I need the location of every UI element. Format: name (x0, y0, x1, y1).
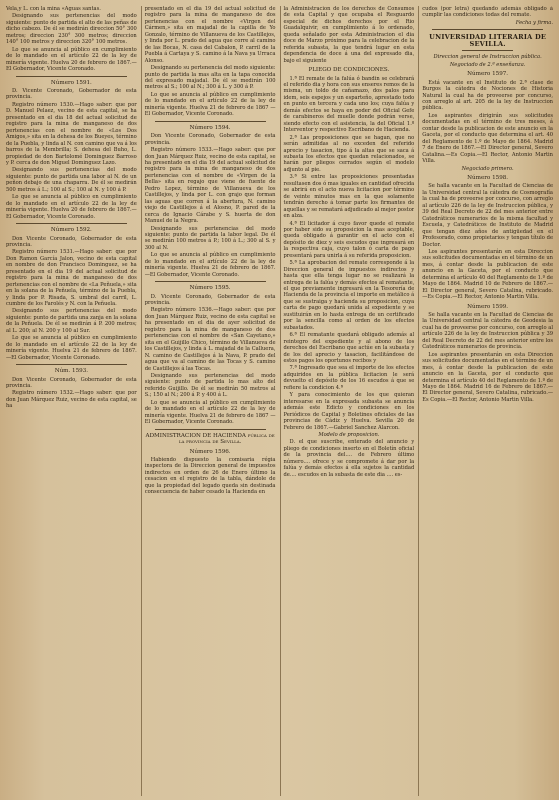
notice-number: Número 1596. (189, 448, 231, 455)
paragraph: Registro número 1530.—Hago saber: que por D. Manuel Pelaez, vecino de esta capital, se ha presentado en el dia 18 del actual solicitud de registro para la mina de manganeso de dos pertenencias con el nombre de «Los Dos Amigos,» sita en la dehesa de los Bueyes, término de la Puebla, y linda al N. con camino que va á los barros de la Membrilla; S. dehesa del Buho, L. propiedad de don Bartolomé Dominguez Barroso y P. cerca de don Miguel Dominguez Lazo. (6, 101, 137, 166)
paragraph: Se halla vacante en la Facultad de Ciencias de la Universidad central la cátedra de Cosmografía la cual ha de proveerse por concurso, con arreglo al artículo 226 de la ley de Instruccion pública, y 39 del Real Decreto de 22 del mes anterior entre Catedráticos numerarios de la misma facultad y Escuela, y Catedráticos de Instituto de Madrid que tengan diez años de antigüedad en el Profesorado, como propietarios y tengan título de Doctor. (422, 183, 553, 248)
divider (155, 429, 266, 430)
paragraph: 5.ª La aprobacion del remate corresponde á la Direccion general de impuestos indirectos y hasta que ella tenga lugar no se realizará la entrega de la falúa y demás efectos al rematante, el que previamente ingresará en la Tesorería de Hacienda de la provincia el importe en metálico á que se sustraiga y hacienda su proposicion, cuya carta de pago quedará unida al expediente y se sustituirán en lo hasta entrega de un certificado por la sencilla como al orden de los efectos subastados. (283, 260, 415, 331)
divider (16, 364, 127, 365)
paragraph: Designando sus pertenencias del modo siguiente: punto de partida el alto de las peñas de dicho cabezo. De él se medirán direccion 50° 300 metros; direccion 230° 300 metros; direccion 140° 100 metros y direccion 320° 100 metros. (6, 13, 137, 46)
divider (16, 76, 127, 77)
paragraph: D. el que suscribe, enterado del anuncio y pliego de condiciones inserto en el Boletín oficial de la provincia del.... de Febrero último número.... ofrece y se compromete á dar por la falúa y demás efectos á ella sujetos la cantidad de.... escudos en la subasta de este dia .... es- (283, 439, 415, 478)
paragraph: Lo que se anuncia al público en cumplimiento de lo mandado en el artículo 22 de la ley de minería vigente. Huelva 20 de febrero de 1867.—El Gobernador, Vicente Coronado. (6, 46, 137, 73)
divider (432, 29, 543, 30)
paragraph: 2.ª Las proposiciones que se hagan, que no serán admitidas al no exceden del referido aprecio y tasacion, tipo á la altas que se saca á subasta los efectos que quedan relacionados, se harán por pliegos cerrados según el modelo adjunto al pie. (283, 134, 415, 173)
paragraph: Lo que se anuncia al público en cumplimiento de lo mandado en el artículo 22 de la ley de minería vigente. Huelva 21 de febrero de 1867. —El Gobernador, Vicente Coronado. (144, 252, 276, 278)
divider (155, 281, 266, 282)
paragraph: Designando sus pertenencias del modo siguiente: punto de partida lo mas alto del referido Guijillo. De él se medirán 50 metros al S.; 150 al N.; 200 á P. y 400 á L. (144, 373, 276, 399)
notice-number: Núm. 1593. (54, 368, 89, 375)
paragraph: la Administracion de los derechos de Consumos de esta Capital y que ocupaba el Resguardo especial de dichos derechos por el Rio Guadalquivir, en cumplimiento á lo ordenado, queda señalado por esta Administracion el dia doce de Marzo próximo para la celebracion de la referida subasta, la que tendrá lugar en esta dependencia de doce á una del expresado dia, bajo el siguiente (283, 6, 415, 64)
paragraph: 6.ª El rematante quedará obligado además al reintegro del expediente y al abono de los derechos del Escribano que actúe en la subasta y de los del aprecio y tasacion, facilitándose de estos pagos los oportunos recibos y (283, 332, 415, 365)
paragraph: Vela,y L. con la mina «Aguas santas. (6, 6, 101, 12)
paragraph: Registro número 1536.—Hago saber: que por don Juan Márquez Ruiz, vecino de esta capital se ha presentado en el dia de ayer solicitud de registro para la mina de manganeso de dos pertenencias con el nombre de «San Cayetano,» sita en el Guijillo Chico, término de Villanueva de los Castillejos, y linda á L. majadal de la Calluera, N. camino de Castillejos á la Nava, P. prado del agua que va al camino de las Tocas y S. camino de Castillejos á las Tocas. (144, 307, 276, 372)
direction-heading: Direccion general de Instruccion pública. (433, 54, 542, 61)
paragraph: Habiendo dispuesto la comisaria régia inspectora de la Direccion general de impuestos indirectos en orden de 26 de Enero último la cesacion en el registro de la tabla, dándole de que la propiedad del legado queda sin destinada consecuencia de haber cesado la Hacienda en (144, 457, 276, 496)
notice-number: Número 1591. (50, 79, 92, 86)
paragraph: Está vacante en el Instituto de 2.ª clase de Burgos la cátedra de Nociones de Historia Natural la cual ha de proveerse por concurso, con arreglo al art. 205 de la ley de Instruccion pública. (422, 79, 553, 112)
paragraph: 4.ª El licitador á cuyo favor quede el remate por haber sido su proposicion la mas aceptable, queda obligado á garantir en el acto con el depósito de diez y seis escudos que ingresará en la respectiva caja, cuyo talon ó carta de pago presentará para unirla á su referida proposicion. (283, 220, 415, 259)
paragraph: Don Vicente Coronado, Gobernador de esta provincia. (144, 133, 276, 146)
paragraph: Los aspirantes presentarán en esta Direccion sus solicitudes documentadas en el término de un mes, á contar desde la publicacion de este anuncio en la Gaceta, por el conducto que determina el artículo 40 del Reglamento de 1.º de Mayo de 1864. Madrid 10 de Febrero de 1867.—El Director general, Severo Catalina, rubricado. —Es Copia.—El Rector, Antonio Martin Villa. (422, 248, 553, 301)
paragraph: 1.ª El remate de la falúa ó bandin se celebrará el referido dia y hora con sus enseres remos de la misma, un toldo de cañamazo, dos palos para idem, seis espejos y un esparteño, aprestado todo en punto en tercera y cada uno los; cuya falúa y demás efectos se haya en poder del Oficial Gefe de carabineros del muelle donde podrán verse, siendo efecto con el asistencia, la del Oficial 1.º Interventor y respectivo Escribano de Hacienda. (283, 75, 415, 134)
column-4 (418, 6, 553, 796)
divider (462, 50, 513, 51)
notice-number: Número 1598. (467, 174, 509, 181)
notice-number: Número 1599. (467, 303, 509, 310)
paragraph: D. Vicente Coronado, Gobernador de esta provincia. (144, 293, 276, 307)
column-3 (280, 6, 415, 796)
paragraph: Registro número 1533.—Hago saber: que por don Juan Márquez Ruiz, vecino de esta capital, se ha presentado en el dia 19 del actual solicitud de registro para la mina de manganeso de dos pertenencias con el nombre de «Virgen de la Bella» sita en regajo que viene de fuente de Pedro Lopez, término de Villanueva de los Castillejos, y linda por L. con grajo que forman las aguas que corren á la abertura, N. camino viejo de Castillejos á el Alosno, P. pared de la cerca de Ignacio Cárabe y S. huerta de don Manuel de la Negra. (144, 147, 276, 225)
paragraph: Don Vicente Coronado, Gobernador de esta provincia. (6, 376, 137, 390)
paragraph: D. Vicente Coronado, Gobernador de esta provincia. (6, 87, 137, 101)
paragraph: Registro número 1532.—Hago saber: que por don Juan Márquez Ruiz, vecino de esta capital, se ha (6, 390, 137, 410)
divider (16, 223, 127, 224)
paragraph: Designando su pertenencia del modo siguiente: punto de partida la mas alta en la tapa conocida del expresado majadal. De él se medirán 100 metros al S.; 100 al N.; 300 á L. y 300 á P. (144, 65, 276, 91)
paragraph: Lo que se anuncia al público en cumplimiento de lo mandado en el artículo 22 de la ley de minería vigente. Huelva 21 de febrero de 1867 —El Gobernador, Vicente Coronado. (144, 91, 276, 118)
section-heading: ADMINISTRACION DE HACIENDA pública de la provincia de Sevilla. (145, 432, 275, 446)
paragraph: presentado en el dia 19 del actual solicitud de registro para la mina de manganeso de dos pertenencias con el nombre «Virgen del Cármen,» sita en majadal de la capilla de Yo Gonzalo, término de Villanueva de los Castillejos, y linda por L. prado del agua que corre al camino de las Bocas, N. casa del Cabalon, P. carril de la Puebla á Cartaya y S. camino á la Nava ya Urraca Alonso. (144, 6, 276, 64)
paragraph: Designando sus pertenencias del modo siguiente: punto de partida una zanja en la solana de la Peñuela. De él se medirán á P. 200 metros; al L. 200; al N. 200 y 100 al Sur. (6, 308, 137, 334)
university-heading: UNIVERSIDAD LITERARIA DE SEVILLA. (429, 33, 547, 48)
paragraph: Registro número 1531.—Hago saber: que por Don Ramon García Jalon, vecino de esta capital en nombre de don Francisco Dominguez, se ha presentado en el dia 19 del actual solicitud de registro para la mina de manganeso de dos pertenencias con el nombre de «La Peñuela,» sita en la solana de la Peñuela, término de la Puebla, y linda por P. Risada, S. umbral del carril, L. cumbre de los Farolés y N. con la Peñuela. (6, 249, 137, 308)
paragraph: Se halla vacante en la Facultad de Ciencias de la Universidad central la cátedra de Geodesia la cual ha de proveerse por concurso, con arreglo al artículo 226 de la ley de Instruccion pública y 39 del Real Decreto de 22 del mes anterior entre los Catedráticos numerarios de provincia. (422, 312, 553, 351)
paragraph: Don Vicente Coronado, Gobernador de esta provincia. (6, 235, 137, 248)
paragraph: Lo que se anuncia al público en cumplimiento de lo mandado en el artículo 22 de la ley de minería vigente. Huelva 21 de febrero de 1867 —El Gobernador, Vicente Coronado. (144, 399, 276, 426)
paragraph: cudos (por letra) quedando además obligado á cumplir las condiciones todas del remate. (422, 6, 553, 19)
column-container (6, 6, 553, 796)
paragraph: Y para conocimiento de los que quieran interesarse en la expresada subasta se anuncia además este Edicto y condiciones en los Periódicos de Capital y Boletines oficiales de las provincias de Cádiz y Huelva. Sevilla 20 de Febrero de 1867.—Gabriel Sanchez Alarcon. (283, 392, 415, 431)
model-heading: Modelo de proposicion. (318, 432, 380, 438)
divider (155, 121, 266, 122)
notice-number: Número 1592. (50, 227, 92, 234)
paragraph: Designando sus pertenencias del modo siguiente: punto de partida la labor legal. De él se medirán 100 metros á P.; 100 á L.; 300 al S. y 300 al N. (144, 225, 276, 251)
paragraph: Los aspirantes dirigirán sus solicitudes documentadas en el término de tres meses, á contar desde la publicacion de este anuncio en la Gaceta, por el conducto que determina el art. 40 del Reglamento de 1.º de Mayo de 1864. Madrid 7 de Enero de 1867.—El Director general, Severo Catalina.—Es Copia.—El Rector, Antonio Martin Villa. (422, 112, 553, 165)
paragraph: 7.ª Ingresado que sea el importe de los efectos adquiridos en la pública licitacion le será devuelto el depósito de los 16 escudos á que se refiere la condicion 4.ª (283, 365, 415, 391)
column-1 (6, 6, 137, 796)
notice-number: Número 1594. (189, 124, 231, 131)
paragraph: Designando sus pertenencias del modo siguiente: punto de partida una labor al N. de un peñon debajo de una chaparra. De él se medirán 500 metros á L.; 100 al S.; 100 al N. y 100 á P. (6, 167, 137, 193)
column-2 (141, 6, 276, 796)
negociado-heading: Negociado primero. (461, 165, 514, 172)
notice-number: Número 1597. (467, 71, 509, 78)
paragraph: Los aspirantes presentarán en esta Direccion sus solicitudes documentadas en el término de un mes, á contar desde la publicacion de este anuncio en la Gaceta, por el conducto que determina el artículo 40 del Reglamento de 1.º de Mayo de 1864. Madrid 16 de Febrero de 1867.—El Director general, Severo Catalina, rubricado.—Es Copia.—El Rector, Antonio Martin Villa. (422, 351, 553, 403)
paragraph: Lo que se anuncia al público en cumplimiento de lo mandado en el artículo 22 de la ley de minería vigente. Huelva 20 de febrero de 1867.—El Gobernador, Vicente Coronado. (6, 194, 137, 220)
negociado-heading: Negociado de 2.ª enseñanza. (449, 61, 526, 68)
paragraph: 3.ª Si entre las proposiciones presentadas resultasen dos ó mas iguales en cantidad ofrecida se abrirá en el acto nueva licitacion por término de veinte minutos mas en la que solamente tendrán derecho á tomar parte los firmantes de aquellas y se rematará adjudicado al mejor postor en alza. (283, 174, 415, 220)
section-heading: PLIEGO DE CONDICIONES. (308, 67, 390, 74)
signature-line: Fecha y firma. (515, 19, 553, 26)
notice-number: Número 1595. (189, 285, 231, 292)
paragraph: Lo que se anuncia al público en cumplimiento de lo mandado en el artículo 22 de la ley de minería vigente. Huelva 21 de febrero de 1867. —El Gobernador, Vicente Coronado. (6, 335, 137, 361)
